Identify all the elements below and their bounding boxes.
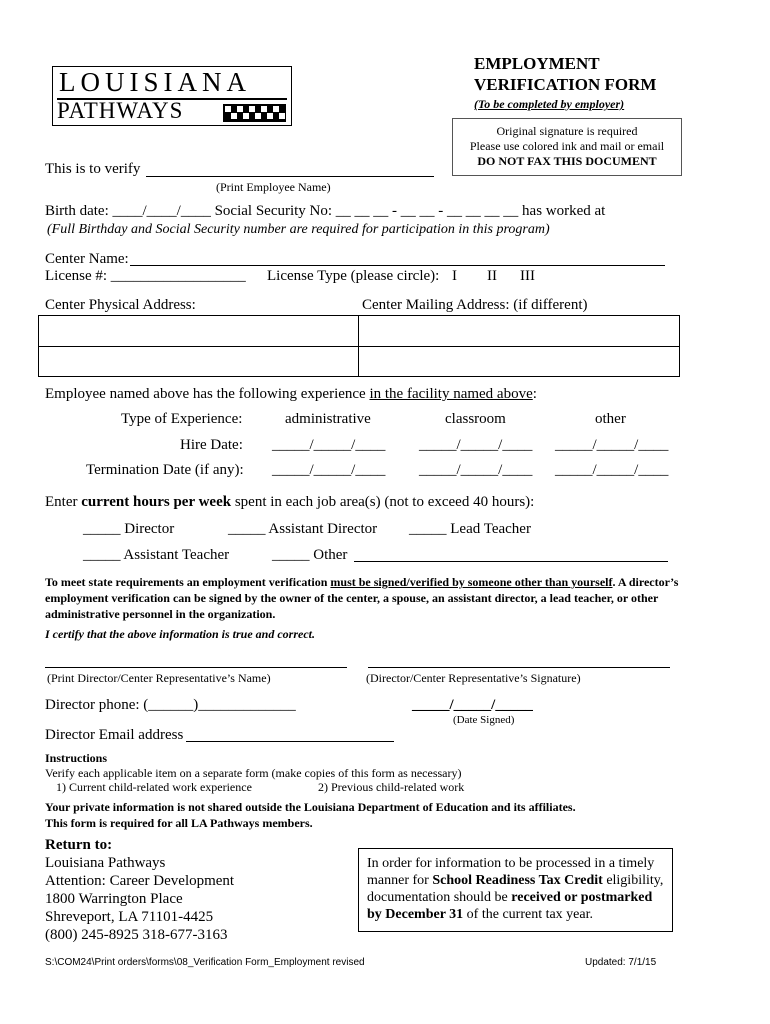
- term-date-classroom[interactable]: _____/_____/____: [419, 462, 533, 478]
- hours-lead-teacher[interactable]: _____ Lead Teacher: [409, 521, 531, 537]
- privacy-line2: This form is required for all LA Pathways members.: [45, 816, 313, 830]
- signature-caption: (Director/Center Representative’s Signature): [366, 671, 581, 685]
- certify-statement: I certify that the above information is true and correct.: [45, 627, 315, 641]
- birth-ssn-note: (Full Birthday and Social Security number are required for participation in this program): [47, 222, 550, 237]
- return-line-street: 1800 Warrington Place: [45, 891, 183, 907]
- termination-date-label: Termination Date (if any):: [86, 462, 244, 478]
- deadline-box: [358, 848, 673, 932]
- center-name-line[interactable]: [130, 265, 665, 266]
- experience-intro: Employee named above has the following experience in the facility named above:: [45, 386, 537, 402]
- hire-date-classroom[interactable]: _____/_____/____: [419, 437, 533, 453]
- louisiana-pathways-logo: [52, 66, 292, 126]
- return-to-title: Return to:: [45, 837, 113, 853]
- requirement-line1: To meet state requirements an employment verification must be signed/verified by someone other than yourself. A director’s: [45, 575, 679, 589]
- column-administrative: administrative: [285, 411, 371, 427]
- requirement-line3: administrative personnel in the organization.: [45, 607, 276, 621]
- notice-line3: DO NOT FAX THIS DOCUMENT: [477, 154, 657, 168]
- physical-address-label: Center Physical Address:: [45, 297, 196, 313]
- experience-type-label: Type of Experience:: [121, 411, 243, 427]
- instructions-item1: 1) Current child-related work experience: [56, 780, 252, 794]
- return-line-attention: Attention: Career Development: [45, 873, 235, 889]
- requirement-line2: employment verification can be signed by the owner of the center, a spouse, an assistant director, a lead teacher, or other: [45, 591, 659, 605]
- form-title-line1: EMPLOYMENT: [474, 54, 600, 73]
- director-phone[interactable]: Director phone: (______)_____________: [45, 697, 296, 713]
- column-classroom: classroom: [445, 411, 506, 427]
- column-other: other: [595, 411, 626, 427]
- form-title-line2: VERIFICATION FORM: [474, 75, 657, 94]
- return-line-phone: (800) 245-8925 318-677-3163: [45, 927, 228, 943]
- deadline-text: In order for information to be processed in a timely manner for School Readiness Tax Credit eligibility, documentation should be received or postmarked by December 31 of the current tax year.: [367, 856, 664, 922]
- license-type-ii[interactable]: II: [487, 268, 497, 284]
- return-line-org: Louisiana Pathways: [45, 855, 166, 871]
- hire-date-label: Hire Date:: [180, 437, 243, 453]
- hours-other-line[interactable]: [354, 561, 668, 562]
- date-signed-blank[interactable]: _____/_____/_____: [412, 697, 533, 713]
- notice-line1: Original signature is required: [496, 124, 638, 138]
- hours-assistant-director[interactable]: _____ Assistant Director: [228, 521, 378, 537]
- license-type-iii[interactable]: III: [520, 268, 535, 284]
- birth-ssn-line[interactable]: Birth date: ____/____/____ Social Security No: __ __ __ - __ __ - __ __ __ __ has worked at: [45, 203, 606, 219]
- return-line-city: Shreveport, LA 71101-4425: [45, 909, 214, 925]
- footer-updated: Updated: 7/1/15: [585, 957, 657, 968]
- center-name-label: Center Name:: [45, 251, 129, 267]
- instructions-line: Verify each applicable item on a separate form (make copies of this form as necessary): [45, 766, 462, 780]
- license-type-label: License Type (please circle):: [267, 268, 440, 284]
- print-name-caption: (Print Director/Center Representative’s Name): [47, 671, 271, 685]
- hire-date-admin[interactable]: _____/_____/____: [272, 437, 386, 453]
- license-type-i[interactable]: I: [452, 268, 457, 284]
- checker-pattern-icon: [223, 104, 286, 122]
- verify-label: This is to verify: [45, 161, 141, 177]
- hire-date-other[interactable]: _____/_____/____: [555, 437, 669, 453]
- term-date-other[interactable]: _____/_____/____: [555, 462, 669, 478]
- employee-name-caption: (Print Employee Name): [216, 180, 331, 194]
- form-subtitle: (To be completed by employer): [474, 97, 625, 111]
- term-date-admin[interactable]: _____/_____/____: [272, 462, 386, 478]
- signature-line[interactable]: [368, 667, 670, 668]
- logo-line1: LOUISIANA: [59, 67, 251, 97]
- privacy-line1: Your private information is not shared outside the Louisiana Department of Education and its affiliates.: [45, 800, 576, 814]
- hours-assistant-teacher[interactable]: _____ Assistant Teacher: [83, 547, 230, 563]
- hours-director[interactable]: _____ Director: [83, 521, 175, 537]
- mailing-address-label: Center Mailing Address: (if different): [362, 297, 588, 313]
- instructions-title: Instructions: [45, 751, 108, 765]
- notice-box: [452, 118, 682, 176]
- director-email-line[interactable]: [186, 741, 394, 742]
- license-number-label[interactable]: License #: __________________: [45, 268, 246, 284]
- address-table[interactable]: [38, 315, 680, 377]
- instructions-item2: 2) Previous child-related work: [318, 780, 465, 794]
- date-signed-caption: (Date Signed): [453, 714, 515, 726]
- footer-file-path: S:\COM24\Print orders\forms\08_Verification Form_Employment revised: [45, 957, 365, 968]
- logo-line2: PATHWAYS: [57, 98, 184, 123]
- hours-other[interactable]: _____ Other: [272, 547, 348, 563]
- hours-intro: Enter current hours per week spent in each job area(s) (not to exceed 40 hours):: [45, 494, 535, 510]
- employee-name-line[interactable]: [146, 176, 434, 177]
- notice-line2: Please use colored ink and mail or email: [469, 139, 665, 153]
- director-email-label: Director Email address: [45, 727, 184, 743]
- print-name-line[interactable]: [45, 667, 347, 668]
